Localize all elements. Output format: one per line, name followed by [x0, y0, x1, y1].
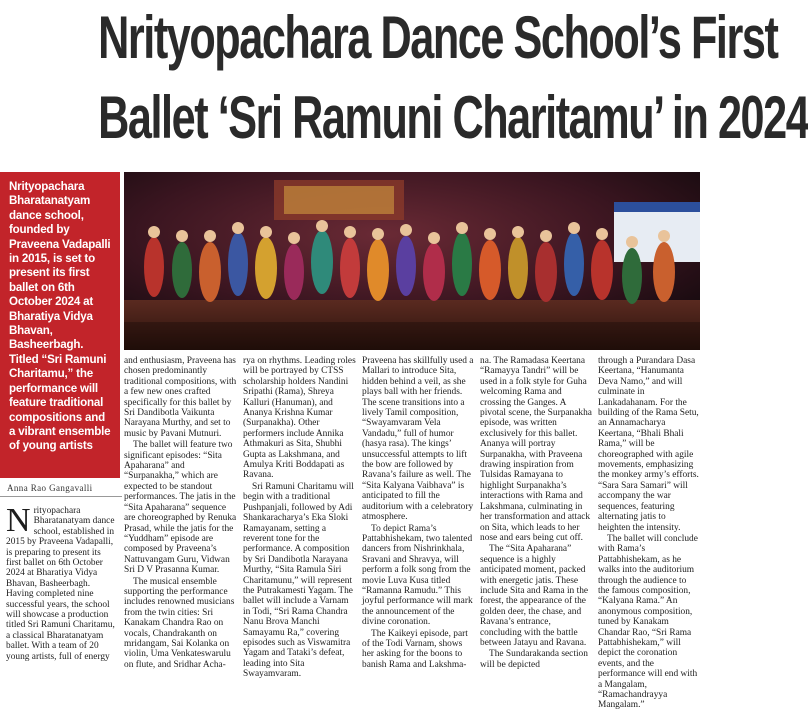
paragraph: The ballet will conclude with Rama’s Pattabhishekam, as he walks into the auditorium through the audience to the famous composition, “Kalyana Rama.” An anonymous composition, tuned by Kanakam Chandar Rao, “Sri Rama Pattabhishekam,” will depict the coronation events, and the performance will end with a Mangalam, “Ramachandrayya Mangalam.” — [598, 533, 698, 711]
byline: Anna Rao Gangavalli — [7, 483, 93, 493]
performance-photo — [124, 172, 700, 350]
byline-divider — [0, 496, 122, 497]
paragraph: The Sundarakanda section will be depicted — [480, 649, 588, 670]
paragraph: Sri Ramuni Charitamu will begin with a traditional Pushpanjali, followed by Adi Shankaracharya’s Eka Sloki Ramayanam, setting a reverent tone for the performance. A composition by Sri Dandibotla Narayana Murthy, “Sita Ramula Siri Charitamunu,” will represent the Putrakamesti Yagam. The ballet will include a Varnam in Todi, “Sri Rama Chandra Nanu Brova Manchi Samayamu Ra,” covering episodes such as Viswamitra Yagam and Tataki’s defeat, leading into Sita Swayamvaram. — [243, 481, 354, 680]
summary-box: Nrityopachara Bharatanatyam dance school, founded by Praveena Vadapalli in 2015, is set to present its first ballet on 6th October 2024 at Bharatiya Vidya Bhavan, Basheerbagh. Titled “Sri Ramuni Charitamu,” the performance will feature traditional compositions and a vibrant ensemble of young artists — [0, 172, 120, 478]
column-5 — [480, 356, 593, 670]
column-3 — [243, 356, 356, 680]
paragraph: na. The Ramadasa Keertana “Ramayya Tandri” will be used in a folk style for Guha welcoming Rama and crossing the Ganges. A pivotal scene, the Surpanakha episode, was written exclusively for this ballet. Ananya will portray Surpanakha, with Praveena drawing inspiration from Tulsidas Ramayana to highlight Surpanakha’s interactions with Rama and Lakshmana, culminating in her transformation and attack on Sita, which leads to her nose and ears being cut off. — [480, 356, 592, 543]
paragraph: Praveena has skillfully used a Mallari to introduce Sita, hidden behind a veil, as she plays ball with her friends. The scene transitions into a lively Tamil composition, “Swayamvaram Vela Vandadu,” full of humor (hasya rasa). The kings’ unsuccessful attempts to lift the bow are followed by Ravana’s failure as well. The “Sita Kalyana Vaibhava” is anticipated to fill the auditorium with a celebratory atmosphere. — [362, 356, 474, 523]
column-4 — [362, 356, 475, 670]
paragraph: The “Sita Apaharana” sequence is a highly anticipated moment, packed with energetic jatis. These include Sita and Rama in the forest, the appearance of the golden deer, the chase, and Ravana’s entrance, concluding with the battle between Jatayu and Ravana. — [480, 544, 589, 648]
paragraph: rityopachara Bharatanatyam dance school, established in 2015 by Praveena Vadapalli, is preparing to present its first ballet on 6th October 2024 at Bharatiya Vidya Bhavan, Basheerbagh. Having completed nine successful years, the school will showcase a production titled Sri Ramuni Charitamu, a classical Bharatanatyam ballet. With a team of 20 young artists, full of energy — [6, 506, 115, 662]
paragraph: To depict Rama’s Pattabhishekam, two talented dancers from Nishrinkhala, Sravani and Shravya, will perform a folk song from the movie Luva Kusa titled “Ramanna Ramudu.” This joyful performance will mark the announcement of the divine coronation. — [362, 523, 473, 628]
paragraph: and enthusiasm, Praveena has chosen predominantly traditional compositions, with a few new ones crafted specifically for this ballet by Sri Dandibotla Vaikunta Narayana Murthy, and set to music by Pavani Mutnuri. — [124, 356, 237, 439]
paragraph: through a Purandara Dasa Keertana, “Hanumanta Deva Namo,” and will culminate in Lankadahanam. For the building of the Rama Setu, an Annamacharya Keertana, “Bhali Bhali Rama,” will be choreographed with agile movements, emphasizing the monkey army’s efforts. “Sara Sara Samari” will accompany the war sequences, featuring alternating jatis to heighten the intensity. — [598, 356, 699, 533]
headline-line-2: Ballet ‘Sri Ramuni Charitamu’ in 2024 — [98, 84, 808, 151]
paragraph: The Kaikeyi episode, part of the Todi Varnam, shows her asking for the boons to banish Rama and Lakshma- — [362, 628, 468, 670]
drop-cap: N — [6, 502, 31, 539]
paragraph: The ballet will feature two significant episodes: “Sita Apaharana” and “Surpanakha,” which are expected to be standout performances. The jatis in the “Sita Apaharana” sequence are choreographed by Renuka Prasad, while the jatis for the “Yuddham” episode are composed by Praveena’s Nattuvangam Guru, Vidwan Sri D V Prasanna Kumar. — [124, 440, 237, 576]
headline — [0, 0, 808, 170]
paragraph: rya on rhythms. Leading roles will be portrayed by CTSS scholarship holders Nandini Sripathi (Rama), Shreya Kalluri (Hanuman), and Ananya Krishna Kumar (Surpanakha). Other performers include Annika Athmakuri as Sita, Shubhi Gupta as Lakshmana, and Amulya Kriti Boddapati as Ravana. — [243, 356, 356, 481]
column-2 — [124, 356, 237, 670]
column-1 — [6, 502, 118, 662]
headline-line-1: Nrityopachara Dance School’s First — [98, 4, 778, 71]
column-6 — [598, 356, 700, 711]
paragraph: The musical ensemble supporting the performance includes renowned musicians from the twin cities: Sri Kanakam Chandra Rao on vocals, Chandrakanth on mridangam, Sai Kolanka on violin, Uma Venkateswarulu on flute, and Sridhar Acha- — [124, 576, 235, 670]
